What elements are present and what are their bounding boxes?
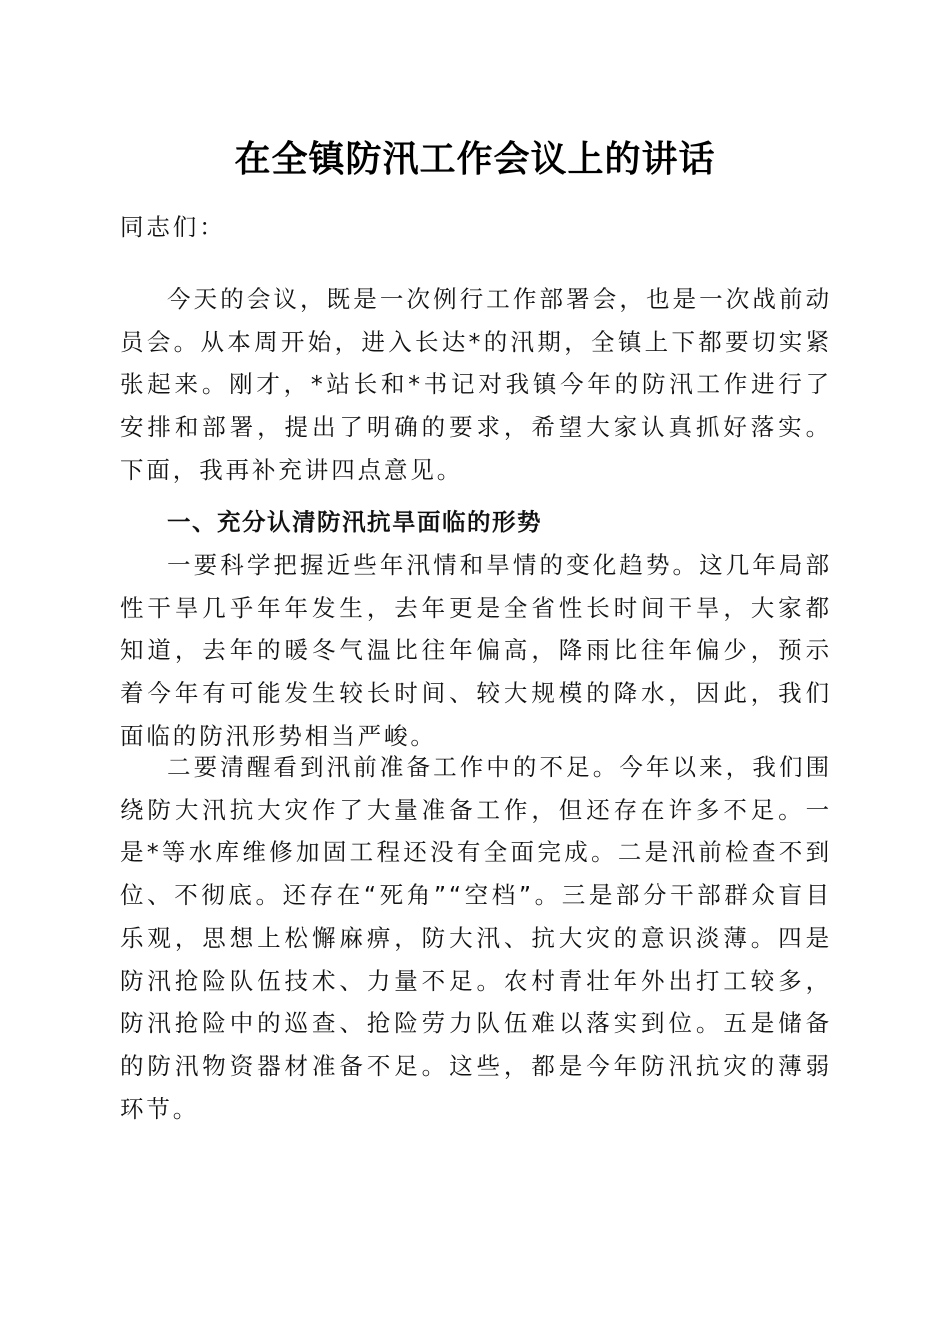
section-paragraph: 一要科学把握近些年汛情和旱情的变化趋势。这几年局部性干旱几乎年年发生，去年更是全省性长时间干旱，大家都知道，去年的暖冬气温比往年偏高，降雨比往年偏少，预示着今年有可能发生较长时间、较大规模的降水，因此，我们面临的防汛形势相当严峻。 [120, 551, 832, 750]
salutation: 同志们： [120, 213, 226, 241]
page-title: 在全镇防汛工作会议上的讲话 [234, 138, 716, 180]
section-paragraph: 二要清醒看到汛前准备工作中的不足。今年以来，我们围绕防大汛抗大灾作了大量准备工作，但还存在许多不足。一是*等水库维修加固工程还没有全面完成。二是汛前检查不到位、不彻底。还存在“死角”“空档”。三是部分干部群众盲目乐观，思想上松懈麻痹，防大汛、抗大灾的意识淡薄。四是防汛抢险队伍技术、力量不足。农村青壮年外出打工较多，防汛抢险中的巡查、抢险劳力队伍难以落实到位。五是储备的防汛物资器材准备不足。这些，都是今年防汛抗灾的薄弱环节。 [120, 753, 832, 1123]
section-heading: 一、充分认清防汛抗旱面临的形势 [167, 508, 542, 536]
intro-paragraph: 今天的会议，既是一次例行工作部署会，也是一次战前动员会。从本周开始，进入长达*的汛期，全镇上下都要切实紧张起来。刚才，*站长和*书记对我镇今年的防汛工作进行了安排和部署，提出了明确的要求，希望大家认真抓好落实。下面，我再补充讲四点意见。 [120, 285, 832, 484]
